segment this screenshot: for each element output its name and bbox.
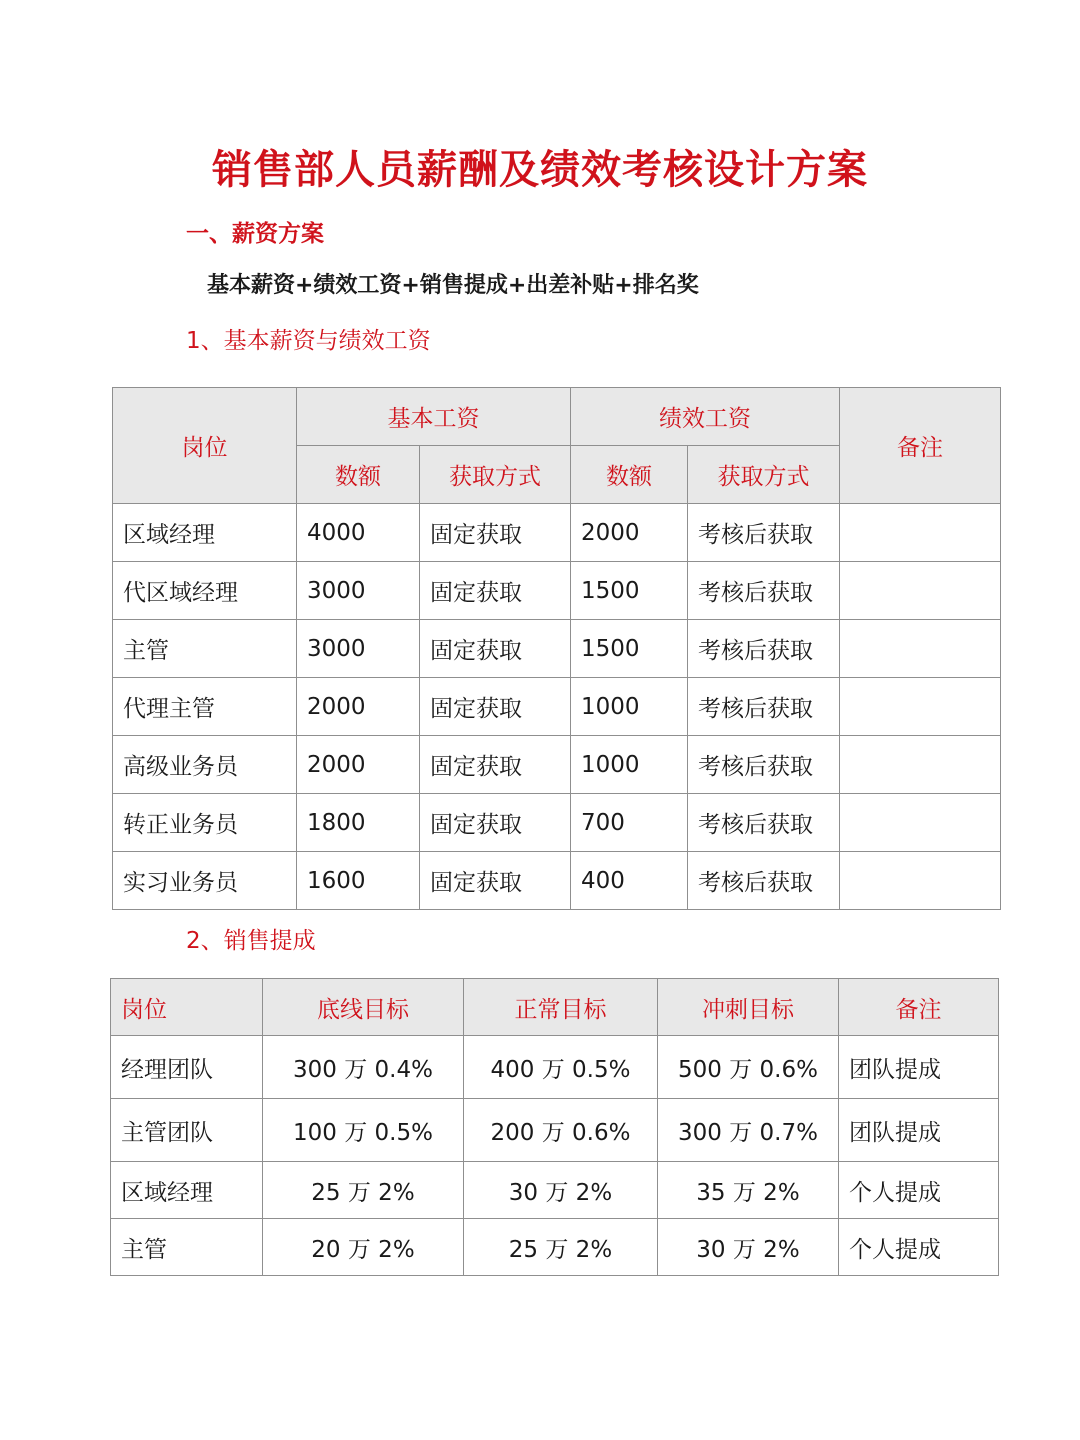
cell-sprint: 500 万 0.6% <box>658 1036 839 1099</box>
cell-perf-method: 考核后获取 <box>688 852 840 910</box>
cell-perf-amount: 1500 <box>571 620 688 678</box>
cell-remark: 团队提成 <box>839 1036 999 1099</box>
cell-perf-method: 考核后获取 <box>688 678 840 736</box>
cell-position: 经理团队 <box>111 1036 263 1099</box>
cell-normal: 30 万 2% <box>464 1162 658 1219</box>
table-row <box>111 1219 999 1276</box>
cell-remark <box>840 678 1001 736</box>
cell-normal: 400 万 0.5% <box>464 1036 658 1099</box>
cell-position: 实习业务员 <box>113 852 297 910</box>
cell-perf-amount: 400 <box>571 852 688 910</box>
cell-sprint: 35 万 2% <box>658 1162 839 1219</box>
cell-base-amount: 4000 <box>297 504 420 562</box>
cell-remark <box>840 504 1001 562</box>
header-baseline-target: 底线目标 <box>263 979 464 1036</box>
cell-remark: 个人提成 <box>839 1219 999 1276</box>
cell-baseline: 20 万 2% <box>263 1219 464 1276</box>
cell-perf-amount: 1500 <box>571 562 688 620</box>
cell-base-amount: 3000 <box>297 620 420 678</box>
table-row <box>111 1099 999 1162</box>
header-base-salary: 基本工资 <box>297 388 571 446</box>
cell-perf-method: 考核后获取 <box>688 794 840 852</box>
page-title: 销售部人员薪酬及绩效考核设计方案 <box>212 147 868 193</box>
table-header-row <box>111 979 999 1036</box>
header-remark: 备注 <box>839 979 999 1036</box>
cell-remark <box>840 736 1001 794</box>
cell-position: 主管 <box>111 1219 263 1276</box>
cell-remark: 个人提成 <box>839 1162 999 1219</box>
cell-base-method: 固定获取 <box>420 794 571 852</box>
cell-perf-amount: 700 <box>571 794 688 852</box>
table-row <box>113 852 1001 910</box>
cell-position: 代理主管 <box>113 678 297 736</box>
cell-base-amount: 3000 <box>297 562 420 620</box>
cell-perf-method: 考核后获取 <box>688 504 840 562</box>
cell-base-amount: 1800 <box>297 794 420 852</box>
cell-position: 主管 <box>113 620 297 678</box>
table-row <box>113 620 1001 678</box>
salary-formula: 基本薪资+绩效工资+销售提成+出差补贴+排名奖 <box>207 273 699 298</box>
subheading-base-and-performance: 1、基本薪资与绩效工资 <box>186 328 431 354</box>
cell-position: 代区域经理 <box>113 562 297 620</box>
cell-remark <box>840 794 1001 852</box>
cell-baseline: 100 万 0.5% <box>263 1099 464 1162</box>
header-performance-salary: 绩效工资 <box>571 388 840 446</box>
section-heading-salary-plan: 一、薪资方案 <box>186 221 324 247</box>
header-perf-method: 获取方式 <box>688 446 840 504</box>
header-sprint-target: 冲刺目标 <box>658 979 839 1036</box>
cell-position: 主管团队 <box>111 1099 263 1162</box>
cell-position: 区域经理 <box>113 504 297 562</box>
table-row <box>113 678 1001 736</box>
cell-sprint: 30 万 2% <box>658 1219 839 1276</box>
cell-perf-method: 考核后获取 <box>688 620 840 678</box>
cell-base-method: 固定获取 <box>420 678 571 736</box>
header-position: 岗位 <box>111 979 263 1036</box>
cell-base-amount: 1600 <box>297 852 420 910</box>
cell-base-method: 固定获取 <box>420 562 571 620</box>
header-base-amount: 数额 <box>297 446 420 504</box>
header-base-method: 获取方式 <box>420 446 571 504</box>
cell-base-method: 固定获取 <box>420 504 571 562</box>
table-row <box>111 1162 999 1219</box>
header-perf-amount: 数额 <box>571 446 688 504</box>
cell-perf-method: 考核后获取 <box>688 736 840 794</box>
cell-position: 高级业务员 <box>113 736 297 794</box>
cell-position: 转正业务员 <box>113 794 297 852</box>
salary-table <box>112 387 1001 910</box>
commission-table <box>110 978 999 1276</box>
table-row <box>113 794 1001 852</box>
cell-perf-amount: 2000 <box>571 504 688 562</box>
cell-base-method: 固定获取 <box>420 736 571 794</box>
cell-normal: 200 万 0.6% <box>464 1099 658 1162</box>
cell-base-amount: 2000 <box>297 736 420 794</box>
cell-perf-method: 考核后获取 <box>688 562 840 620</box>
cell-perf-amount: 1000 <box>571 678 688 736</box>
cell-baseline: 300 万 0.4% <box>263 1036 464 1099</box>
header-remark: 备注 <box>840 388 1001 504</box>
cell-base-method: 固定获取 <box>420 620 571 678</box>
cell-baseline: 25 万 2% <box>263 1162 464 1219</box>
cell-remark <box>840 620 1001 678</box>
header-position: 岗位 <box>113 388 297 504</box>
table-row <box>113 562 1001 620</box>
table-row <box>113 504 1001 562</box>
cell-remark: 团队提成 <box>839 1099 999 1162</box>
table-header-row <box>113 388 1001 446</box>
cell-normal: 25 万 2% <box>464 1219 658 1276</box>
cell-base-method: 固定获取 <box>420 852 571 910</box>
cell-remark <box>840 562 1001 620</box>
header-normal-target: 正常目标 <box>464 979 658 1036</box>
cell-remark <box>840 852 1001 910</box>
table-row <box>111 1036 999 1099</box>
cell-sprint: 300 万 0.7% <box>658 1099 839 1162</box>
cell-position: 区域经理 <box>111 1162 263 1219</box>
subheading-sales-commission: 2、销售提成 <box>186 928 316 954</box>
table-row <box>113 736 1001 794</box>
cell-perf-amount: 1000 <box>571 736 688 794</box>
cell-base-amount: 2000 <box>297 678 420 736</box>
